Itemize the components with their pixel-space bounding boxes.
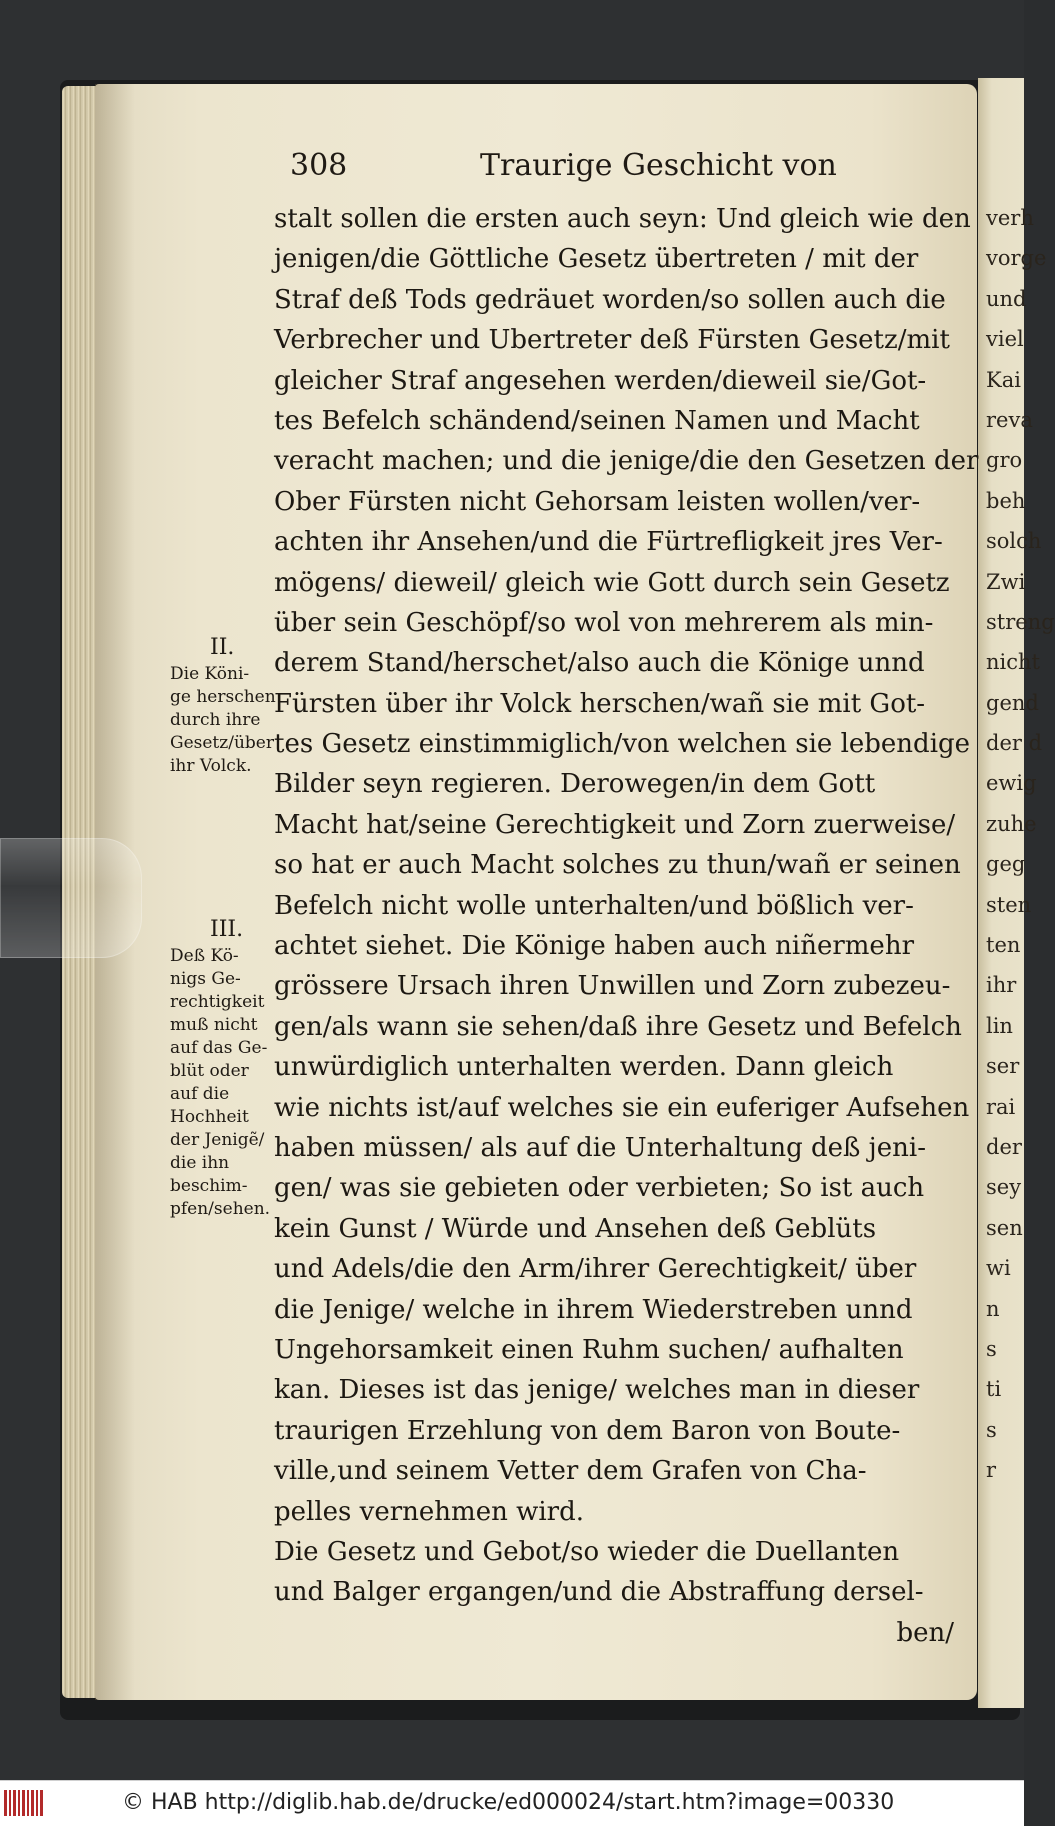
marginal-line: Gesetz/über: [170, 733, 274, 753]
text-line: Befelch nicht wolle unterhalten/und bößlich ver-: [274, 890, 914, 921]
text-line: gen/als wann sie sehen/daß ihre Gesetz und Befelch: [274, 1011, 962, 1042]
facing-page-fragment: ser: [986, 1054, 1020, 1079]
text-line: gen/ was sie gebieten oder verbieten; So ist auch: [274, 1173, 925, 1204]
text-line: ben/: [896, 1617, 954, 1648]
text-line: veracht machen; und die jenige/die den Gesetzen der: [274, 446, 979, 477]
text-line: so hat er auch Macht solches zu thun/wañ er seinen: [274, 850, 961, 881]
marginal-line: die ihn: [170, 1153, 230, 1173]
facing-page-fragment: vorge: [986, 246, 1047, 271]
text-line: mögens/ dieweil/ gleich wie Gott durch sein Gesetz: [274, 567, 950, 598]
text-line: jenigen/die Göttliche Gesetz übertreten / mit der: [274, 244, 919, 275]
facing-page-fragment: s: [986, 1417, 997, 1442]
facing-page-fragment: Kai: [986, 367, 1021, 392]
text-line: stalt sollen die ersten auch seyn: Und gleich wie den: [274, 204, 971, 234]
facing-page-fragment: ihr: [986, 973, 1017, 998]
facing-page-fragment: Zwi: [986, 569, 1026, 594]
facing-page-fragment: zuhe: [986, 811, 1037, 836]
facing-page-fragment: reva: [986, 407, 1033, 432]
facing-page-fragment: n: [986, 1296, 1000, 1321]
text-line: gleicher Straf angesehen werden/dieweil sie/Got-: [274, 365, 927, 396]
facing-page-fragment: verh: [986, 206, 1034, 230]
facing-page-fragment: lin: [986, 1013, 1013, 1038]
facing-page-fragment: der d: [986, 731, 1043, 756]
facing-page-fragment: wi: [986, 1256, 1011, 1281]
facing-page-fragment: ten: [986, 933, 1021, 958]
facing-page-fragment: gro: [986, 448, 1023, 473]
text-line: wie nichts ist/auf welches sie ein euferiger Aufsehen: [274, 1092, 970, 1123]
text-line: und Adels/die den Arm/ihrer Gerechtigkeit/ über: [274, 1254, 917, 1285]
text-line: Bilder seyn regieren. Derowegen/in dem Gott: [274, 769, 876, 800]
text-line: Die Gesetz und Gebot/so wieder die Duellanten: [274, 1536, 900, 1567]
marginal-line: der Jenigẽ/: [170, 1130, 265, 1150]
marginal-line: auf das Ge-: [170, 1038, 268, 1058]
facing-page-fragment: r: [986, 1458, 997, 1483]
text-line: Ungehorsamkeit einen Ruhm suchen/ aufhalten: [274, 1334, 904, 1365]
glass-slide-glare: [0, 838, 142, 958]
marginal-line: muß nicht: [170, 1015, 258, 1035]
marginal-line: ihr Volck.: [170, 756, 252, 776]
facing-page-fragment: sen: [986, 1215, 1023, 1240]
text-line: tes Gesetz einstimmiglich/von welchen sie lebendige: [274, 729, 971, 760]
facing-page-fragment: rai: [986, 1094, 1016, 1119]
marginal-line: rechtigkeit: [170, 992, 265, 1012]
text-line: grössere Ursach ihren Unwillen und Zorn zubezeu-: [274, 971, 951, 1002]
marginal-line: nigs Ge-: [170, 969, 241, 989]
marginal-number: II.: [210, 635, 235, 660]
facing-page-fragment: ewig: [986, 771, 1037, 796]
facing-page-fragment: sten: [986, 892, 1032, 917]
text-line: traurigen Erzehlung von dem Baron von Boute-: [274, 1415, 901, 1446]
facing-page-fragment: s: [986, 1336, 997, 1361]
marginal-line: pfen/sehen.: [170, 1199, 271, 1219]
footer-link[interactable]: © HAB http://diglib.hab.de/drucke/ed000024/start.htm?image=00330: [122, 1790, 895, 1815]
facing-page-fragment: beh: [986, 488, 1026, 513]
text-line: achten ihr Ansehen/und die Fürtrefligkeit jres Ver-: [274, 527, 943, 558]
text-line: kan. Dieses ist das jenige/ welches man in dieser: [274, 1375, 920, 1406]
marginal-line: durch ihre: [170, 710, 261, 730]
facing-page-fragment: solch: [986, 529, 1042, 554]
marginal-line: Die Köni-: [170, 664, 250, 684]
text-line: haben müssen/ als auf die Unterhaltung deß jeni-: [274, 1132, 926, 1163]
text-line: Verbrecher und Ubertreter deß Fürsten Gesetz/mit: [274, 325, 950, 356]
text-line: kein Gunst / Würde und Ansehen deß Geblüts: [274, 1213, 877, 1244]
marginal-line: auf die: [170, 1084, 230, 1104]
text-line: und Balger ergangen/und die Abstraffung dersel-: [274, 1577, 924, 1608]
text-line: ville,und seinem Vetter dem Grafen von Cha-: [274, 1456, 867, 1487]
marginal-line: beschim-: [170, 1176, 248, 1196]
text-line: über sein Geschöpf/so wol von mehrerem als min-: [274, 607, 934, 638]
text-line: unwürdiglich unterhalten werden. Dann gleich: [274, 1052, 894, 1083]
facing-page-fragment: viel: [986, 327, 1024, 352]
facing-page-text: [986, 198, 1055, 1491]
text-line: die Jenige/ welche in ihrem Wiederstreben unnd: [274, 1294, 913, 1325]
text-line: Ober Fürsten nicht Gehorsam leisten wollen/ver-: [274, 486, 921, 517]
text-line: achtet siehet. Die Könige haben auch niñermehr: [274, 931, 914, 962]
marginal-line: Deß Kö-: [170, 946, 239, 966]
facing-page-fragment: ti: [986, 1377, 1002, 1402]
text-line: Fürsten über ihr Volck herschen/wañ sie mit Got-: [274, 688, 926, 719]
marginal-line: Hochheit: [170, 1107, 249, 1127]
text-line: derem Stand/herschet/also auch die Könige unnd: [274, 648, 925, 679]
page-number: 308: [290, 148, 348, 183]
marginal-line: blüt oder: [170, 1061, 249, 1081]
facing-page-fragment: nicht: [986, 650, 1040, 675]
facing-page-fragment: sey: [986, 1175, 1022, 1200]
facing-page-fragment: geg: [986, 852, 1026, 877]
hab-logo-icon: [4, 1790, 48, 1816]
footer-bar: [0, 1780, 1024, 1826]
text-line: Straf deß Tods gedräuet worden/so sollen auch die: [274, 284, 946, 315]
marginal-number: III.: [210, 917, 244, 942]
text-line: tes Befelch schändend/seinen Namen und Macht: [274, 405, 920, 436]
text-line: Macht hat/seine Gerechtigkeit und Zorn zuerweise/: [274, 809, 956, 840]
facing-page-fragment: der: [986, 1134, 1022, 1159]
body-text: [274, 199, 979, 1653]
marginal-note-ii: [170, 636, 285, 778]
marginal-note-iii: [170, 918, 285, 1221]
text-line: pelles vernehmen wird.: [274, 1496, 584, 1527]
running-title: Traurige Geschicht von: [480, 148, 837, 183]
facing-page-fragment: gend: [986, 690, 1039, 715]
facing-page-fragment: streng: [986, 609, 1055, 634]
facing-page-fragment: und: [986, 286, 1027, 311]
marginal-line: ge herschen: [170, 687, 276, 707]
